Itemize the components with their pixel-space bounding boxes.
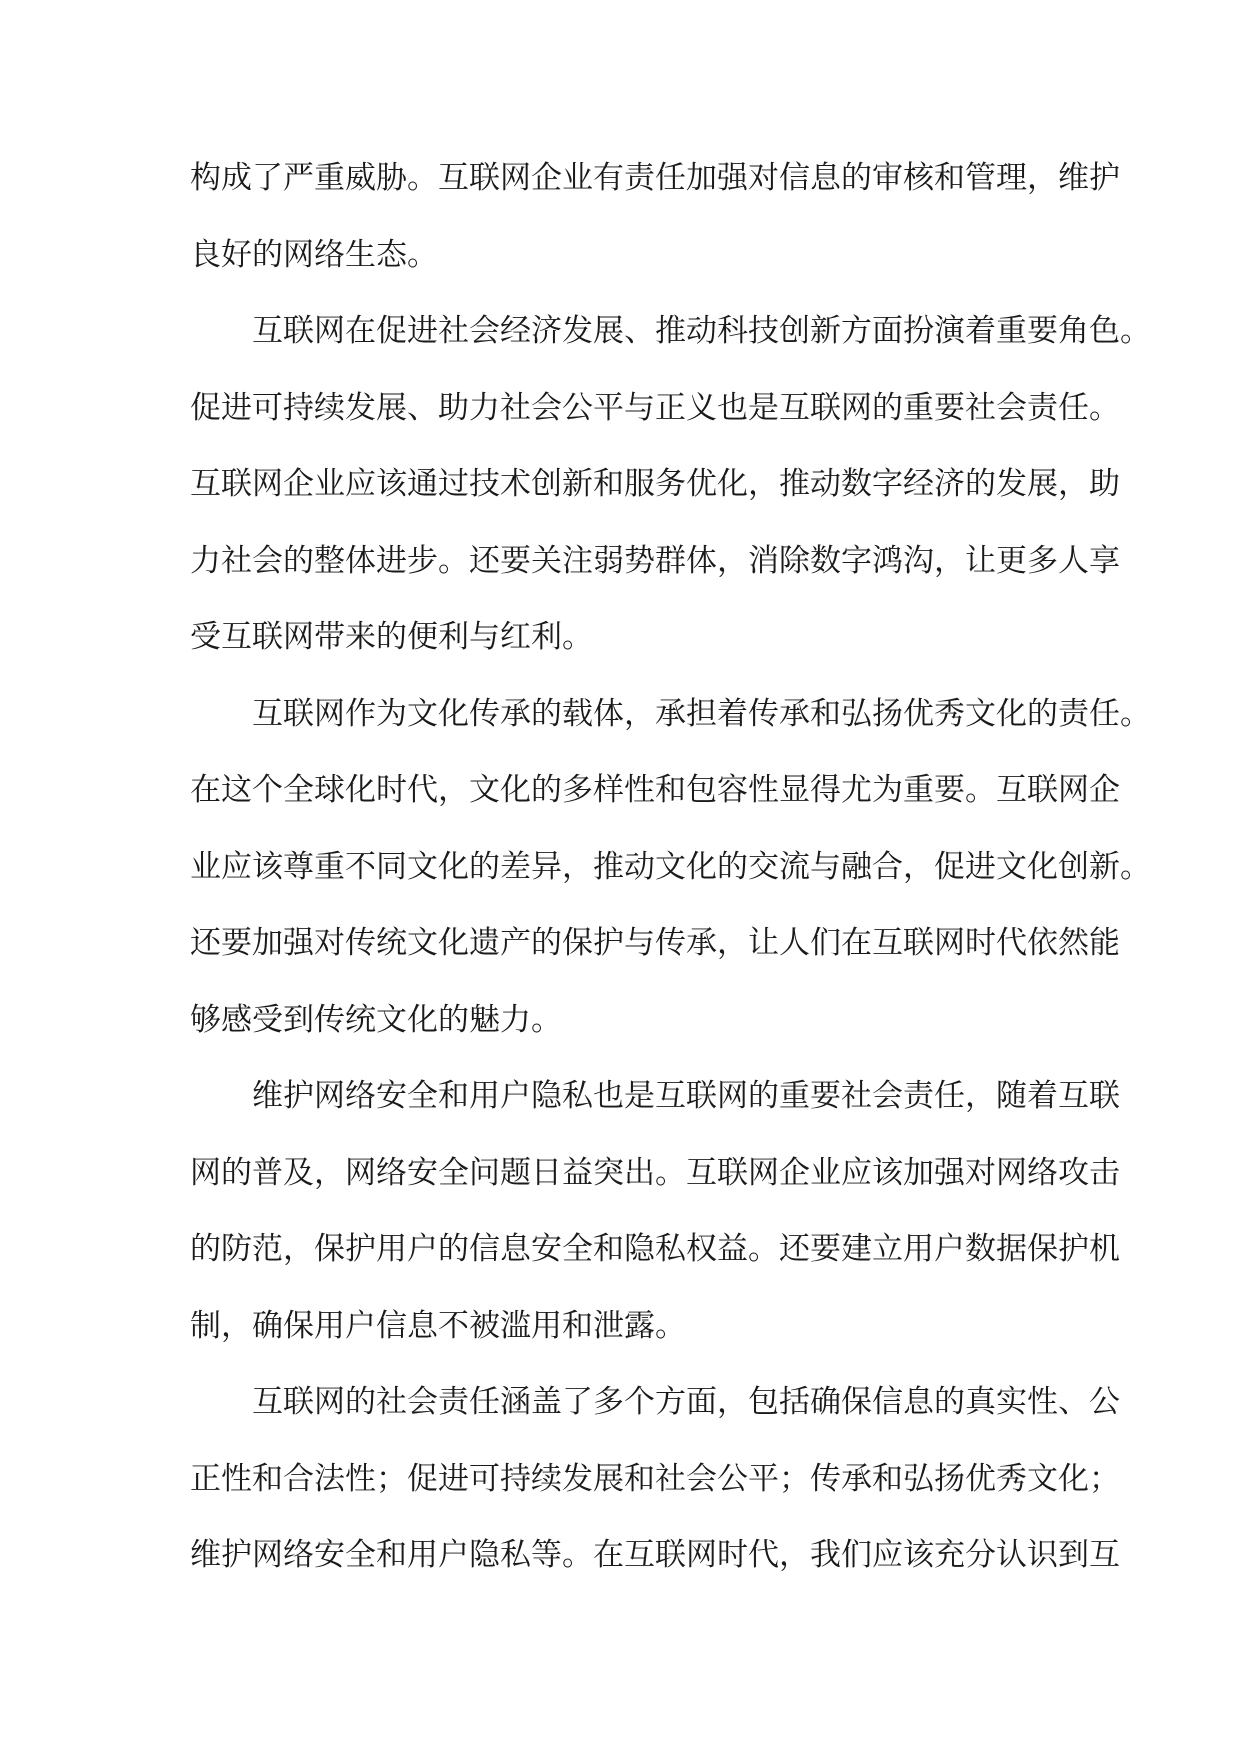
text-line: 网的普及，网络安全问题日益突出。互联网企业应该加强对网络攻击 [190,1154,1120,1191]
text-line: 受互联网带来的便利与红利。 [190,619,593,655]
text-line: 够感受到传统文化的魅力。 [190,1001,562,1038]
paragraph-first-line: 互联网作为文化传承的载体，承担着传承和弘扬优秀文化的责任。 [252,695,1151,732]
text-line: 在这个全球化时代，文化的多样性和包容性显得尤为重要。互联网企 [190,772,1120,808]
text-line: 的防范，保护用户的信息安全和隐私权益。还要建立用户数据保护机 [190,1231,1120,1267]
text-line: 互联网企业应该通过技术创新和服务优化，推动数字经济的发展，助 [190,466,1120,502]
text-line: 维护网络安全和用户隐私等。在互联网时代，我们应该充分认识到互 [190,1537,1120,1573]
paragraph-first-line: 互联网在促进社会经济发展、推动科技创新方面扮演着重要角色。 [252,313,1151,349]
paragraph-first-line: 维护网络安全和用户隐私也是互联网的重要社会责任，随着互联 [252,1078,1120,1114]
text-line: 业应该尊重不同文化的差异，推动文化的交流与融合，促进文化创新。 [190,848,1151,885]
text-line: 构成了严重威胁。互联网企业有责任加强对信息的审核和管理，维护 [190,160,1120,196]
text-line: 力社会的整体进步。还要关注弱势群体，消除数字鸿沟，让更多人享 [190,542,1120,579]
text-line: 良好的网络生态。 [190,236,438,273]
text-line: 正性和合法性；促进可持续发展和社会公平；传承和弘扬优秀文化； [190,1460,1120,1497]
text-line: 促进可持续发展、助力社会公平与正义也是互联网的重要社会责任。 [190,389,1120,426]
paragraph-first-line: 互联网的社会责任涵盖了多个方面，包括确保信息的真实性、公 [252,1384,1120,1420]
body-text [190,140,1151,1594]
text-line: 还要加强对传统文化遗产的保护与传承，让人们在互联网时代依然能 [190,925,1120,961]
text-line: 制，确保用户信息不被滥用和泄露。 [190,1307,686,1344]
